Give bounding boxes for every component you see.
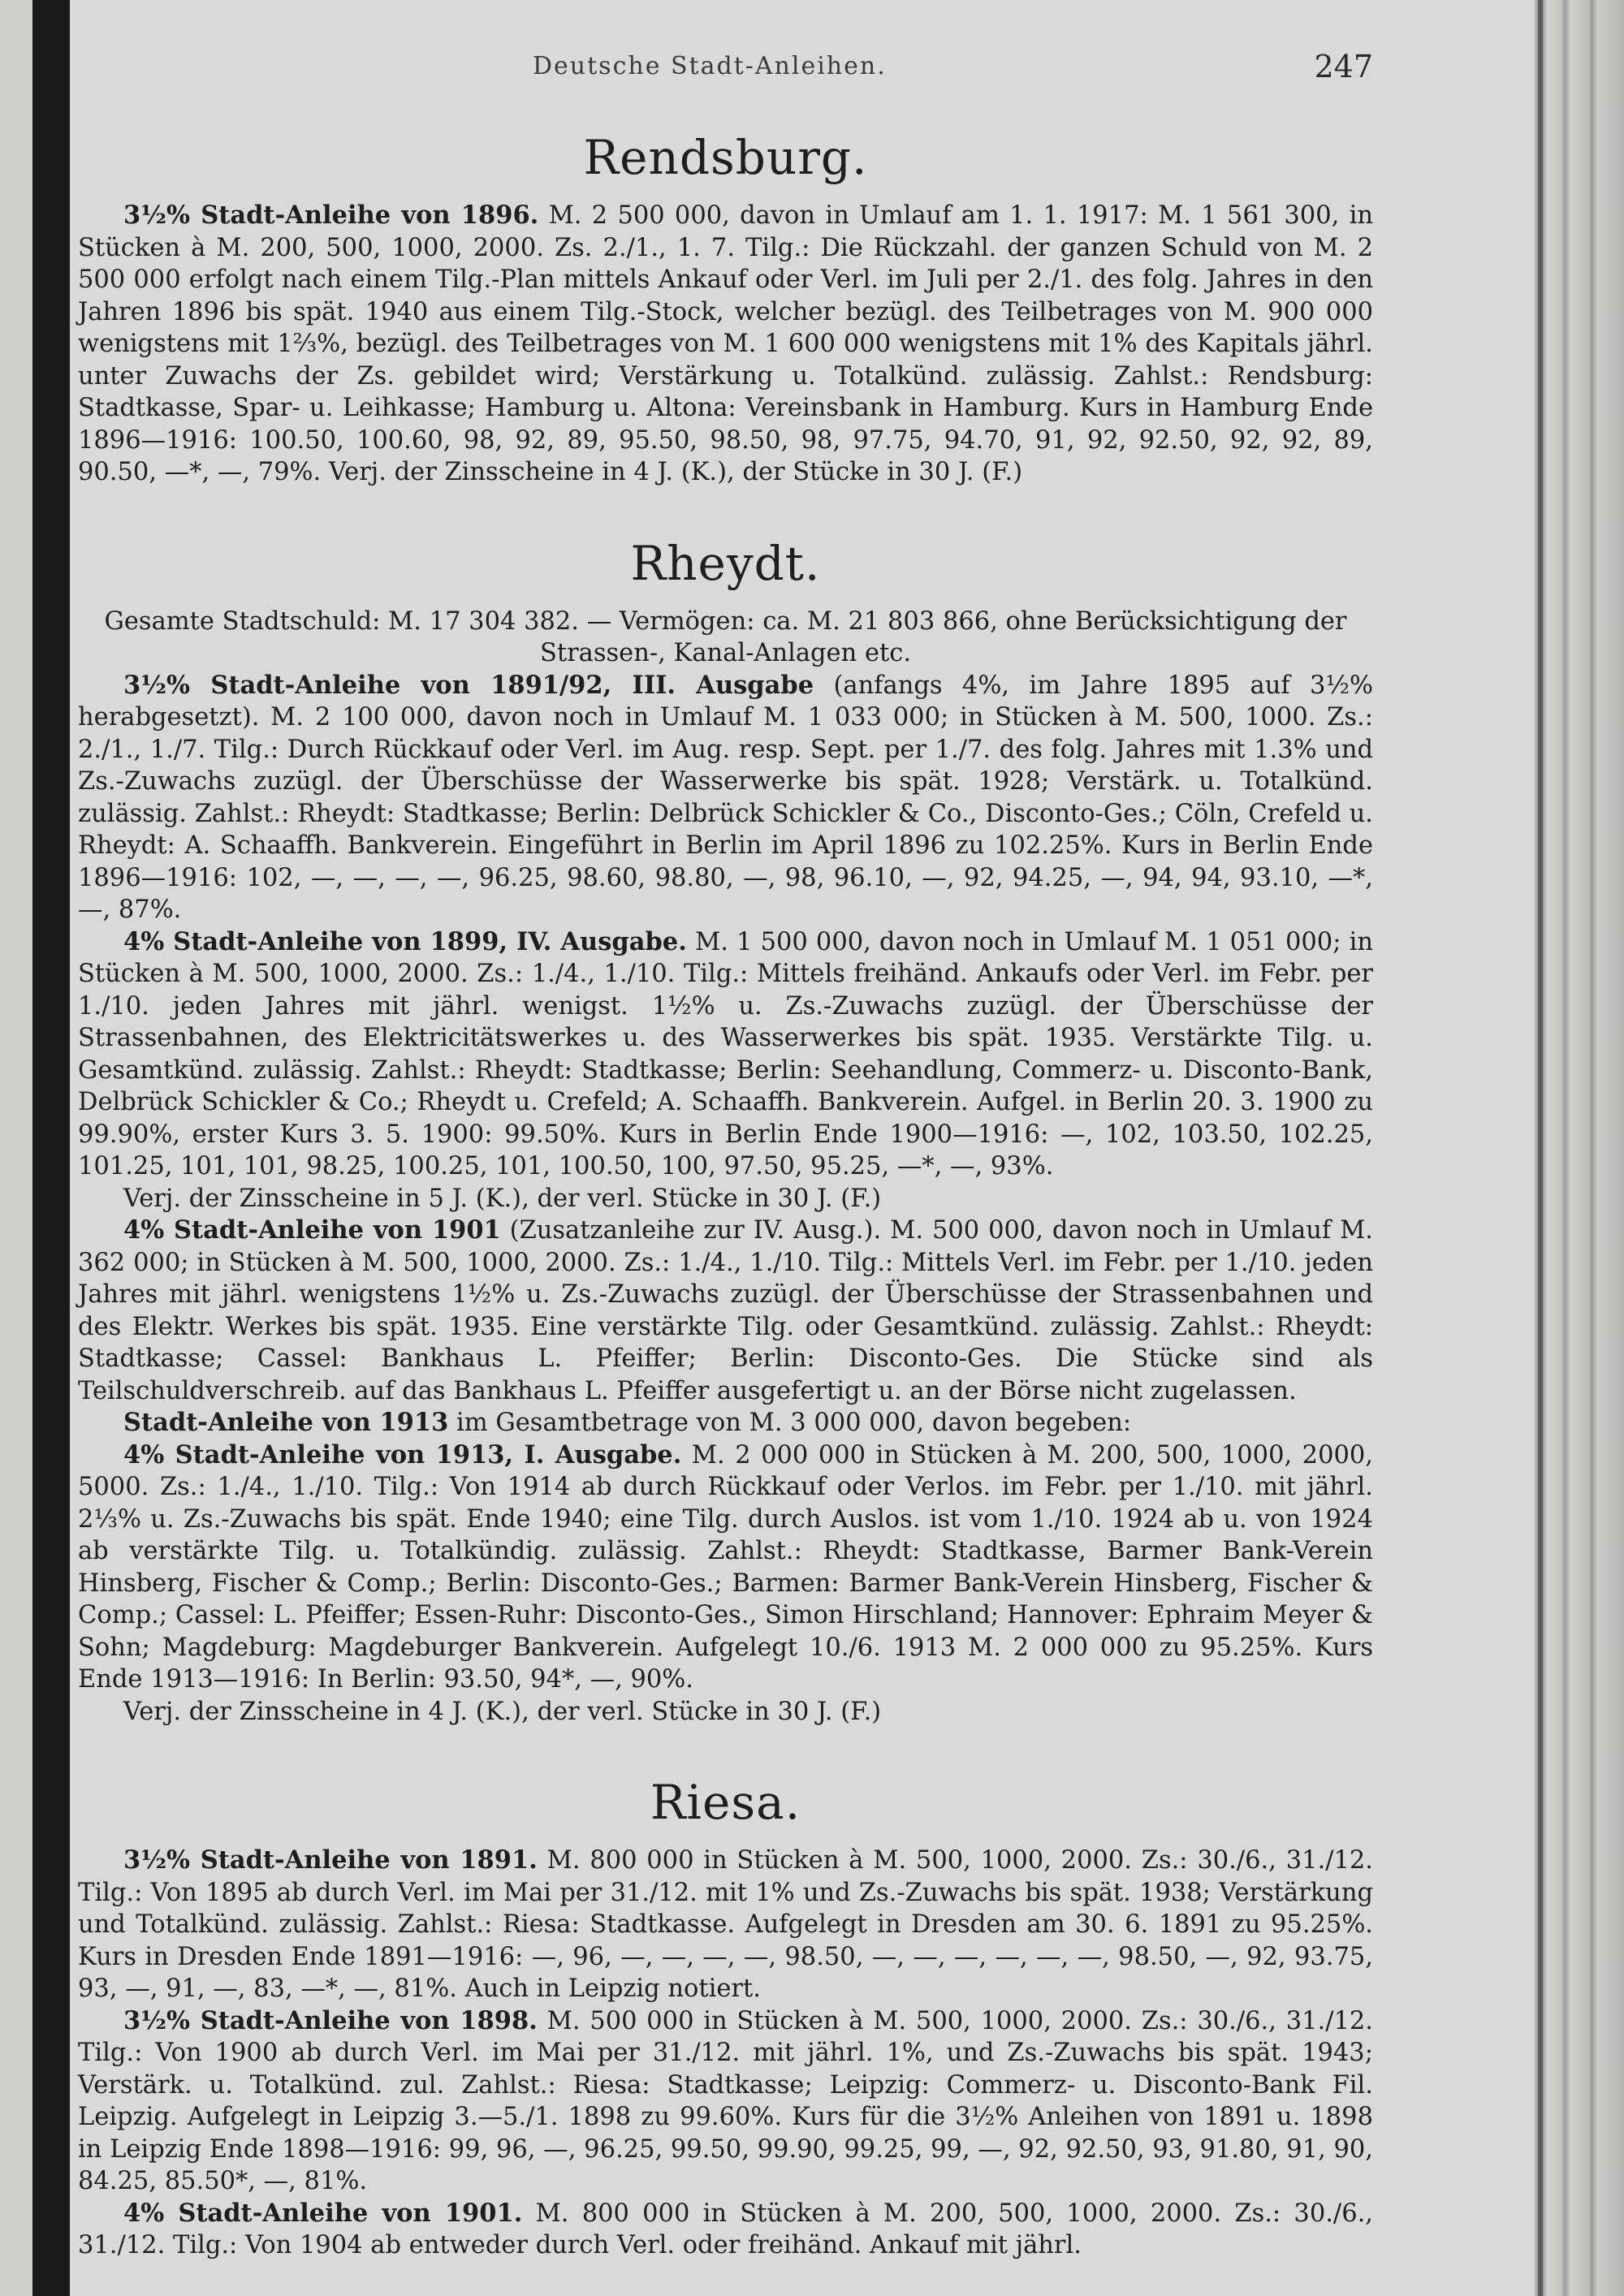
entry-text: (anfangs 4%, im Jahre 1895 auf 3½% herabgesetzt). M. 2 100 000, davon noch in Umlauf M. 1 033 000; in Stücken à M. 500, 1000. Zs.: 2./1., 1./7. Tilg.: Durch Rückkauf oder Verl. im Aug. resp. Sept. per 1./7. des folg. Jahres mit 1.3% und Zs.-Zuwachs zuzügl. der Überschüsse der Wasserwerke bis spät. 1928; Verstärk. u. Totalkünd. zulässig. Zahlst.: Rheydt: Stadtkasse; Berlin: Delbrück Schickler & Co., Disconto-Ges.; Cöln, Crefeld u. Rheydt: A. Schaaffh. Bankverein. Eingeführt in Berlin im April 1896 zu 102.25%. Kurs in Berlin Ende 1896—1916: 102, —, —, —, —, 96.25, 98.60, 98.80, —, 98, 96.10, —, 92, 94.25, —, 94, 94, 93.10, —*, —, 87%. — [78, 671, 1374, 924]
running-head — [78, 49, 1373, 97]
loan-title: 3½% Stadt-Anleihe von 1898. — [123, 2005, 538, 2035]
loan-title: 3½% Stadt-Anleihe von 1896. — [123, 201, 539, 230]
loan-entry — [78, 1439, 1373, 1696]
page-edges-right — [1535, 0, 1624, 2296]
loan-entry — [78, 670, 1373, 926]
running-title: Deutsche Stadt-Anleihen. — [533, 52, 887, 80]
book-gutter — [32, 0, 70, 2296]
loan-title: 4% Stadt-Anleihe von 1913, I. Ausgabe. — [123, 1439, 682, 1470]
city-section — [78, 536, 1373, 1728]
entry-text: M. 2 500 000, davon in Umlauf am 1. 1. 1917: M. 1 561 300, in Stücken à M. 200, 500, 1000, 2000. Zs. 2./1., 1. 7. Tilg.: Die Rückzahl. der ganzen Schuld von M. 2 500 000 erfolgt nach einem Tilg.-Plan mittels Ankauf oder Verl. im Juli per 2./1. des folg. Jahres in den Jahren 1896 bis spät. 1940 aus einem Tilg.-Stock, welcher bezügl. des Teilbetrages von M. 900 000 wenigstens mit 1⅔%, bezügl. des Teilbetrages von M. 1 600 000 wenigstens mit 1% des Kapitals jährl. unter Zuwachs der Zs. gebildet wird; Verstärkung u. Totalkünd. zulässig. Zahlst.: Rendsburg: Stadtkasse, Spar- u. Leihkasse; Hamburg u. Altona: Vereinsbank in Hamburg. Kurs in Hamburg Ende 1896—1916: 100.50, 100.60, 98, 92, 89, 95.50, 98.50, 98, 97.75, 94.70, 91, 92, 92.50, 92, 92, 89, 90.50, —*, —, 79%. Verj. der Zinsscheine in 4 J. (K.), der Stücke in 30 J. (F.) — [78, 201, 1373, 486]
city-section — [78, 1775, 1373, 2262]
entry-text: M. 800 000 in Stücken à M. 200, 500, 1000, 2000. Zs.: 30./6., 31./12. Tilg.: Von 1904 ab entweder durch Verl. oder freihänd. Ankauf mit jährl. — [78, 2199, 1373, 2259]
loan-entry — [78, 2198, 1373, 2262]
entry-text: M. 800 000 in Stücken à M. 500, 1000, 2000. Zs.: 30./6., 31./12. Tilg.: Von 1895 ab durch Verl. im Mai per 31./12. mit 1% und Zs.-Zuwachs bis spät. 1938; Verstärkung und Totalkünd. zulässig. Zahlst.: Riesa: Stadtkasse. Aufgelegt in Dresden am 30. 6. 1891 zu 95.25%. Kurs in Dresden Ende 1891—1916: —, 96, —, —, —, —, 98.50, —, —, —, —, —, —, 98.50, —, 92, 93.75, 93, —, 91, —, 83, —*, —, 81%. Auch in Leipzig notiert. — [78, 1846, 1373, 2003]
city-heading: Rheydt. — [630, 535, 821, 591]
entry-text: im Gesamtbetrage von M. 3 000 000, davon begeben: — [448, 1409, 1132, 1437]
loan-entry — [78, 1215, 1373, 1407]
loan-title: Stadt-Anleihe von 1913 — [123, 1408, 449, 1437]
loan-entry — [78, 926, 1373, 1183]
loan-title: 4% Stadt-Anleihe von 1901 — [123, 1215, 501, 1245]
loan-entry — [78, 1407, 1373, 1439]
entry-text: Gesamte Stadtschuld: M. 17 304 382. — Vermögen: ca. M. 21 803 866, ohne Berücksichtigung der Strassen-, Kanal-Anlagen etc. — [104, 606, 1347, 667]
document-page — [78, 49, 1373, 2273]
sections-container — [78, 130, 1373, 2262]
loan-title: 4% Stadt-Anleihe von 1899, IV. Ausgabe. — [123, 926, 687, 956]
note-line — [78, 606, 1373, 670]
loan-entry — [78, 1845, 1373, 2005]
note-line — [78, 1183, 1373, 1215]
left-margin-strip — [0, 0, 32, 2296]
entry-text: M. 1 500 000, davon noch in Umlauf M. 1 051 000; in Stücken à M. 500, 1000, 2000. Zs.: 1./4., 1./10. Tilg.: Mittels freihänd. Ankaufs oder Verl. im Febr. per 1./10. jeden Jahres mit jährl. wenigst. 1½% u. Zs.-Zuwachs zuzügl. der Überschüsse der Strassenbahnen, des Elektricitätswerkes u. des Wasserwerkes bis spät. 1935. Verstärkte Tilg. u. Gesamtkünd. zulässig. Zahlst.: Rheydt: Stadtkasse; Berlin: Seehandlung, Commerz- u. Disconto-Bank, Delbrück Schickler & Co.; Rheydt u. Crefeld; A. Schaaffh. Bankverein. Aufgel. in Berlin 20. 3. 1900 zu 99.90%, erster Kurs 3. 5. 1900: 99.50%. Kurs in Berlin Ende 1900—1916: —, 102, 103.50, 102.25, 101.25, 101, 101, 98.25, 100.25, 101, 100.50, 100, 97.50, 95.25, —*, —, 93%. — [78, 927, 1374, 1180]
entry-text: M. 500 000 in Stücken à M. 500, 1000, 2000. Zs.: 30./6., 31./12. Tilg.: Von 1900 ab durch Verl. im Mai per 31./12. mit jährl. 1%, und Zs.-Zuwachs bis spät. 1943; Verstärk. u. Totalkünd. zul. Zahlst.: Riesa: Stadtkasse; Leipzig: Commerz- u. Disconto-Bank Fil. Leipzig. Aufgelegt in Leipzig 3.—5./1. 1898 zu 99.60%. Kurs für die 3½% Anleihen von 1891 u. 1898 in Leipzig Ende 1898—1916: 99, 96, —, 96.25, 99.50, 99.90, 99.25, 99, —, 92, 92.50, 93, 91.80, 91, 90, 84.25, 85.50*, —, 81%. — [78, 2006, 1373, 2195]
binding-line — [1538, 0, 1543, 2296]
entry-text: Verj. der Zinsscheine in 5 J. (K.), der verl. Stücke in 30 J. (F.) — [123, 1184, 882, 1213]
loan-title: 4% Stadt-Anleihe von 1901. — [123, 2198, 523, 2228]
loan-entry — [78, 2005, 1373, 2198]
note-line — [78, 1696, 1373, 1728]
loan-entry — [78, 200, 1373, 489]
city-section — [78, 130, 1373, 489]
entry-text: M. 2 000 000 in Stücken à M. 200, 500, 1000, 2000, 5000. Zs.: 1./4., 1./10. Tilg.: Von 1914 ab durch Rückkauf oder Verlos. im Febr. per 1./10. mit jährl. 2⅓% u. Zs.-Zuwachs bis spät. Ende 1940; eine Tilg. durch Auslos. ist vom 1./10. 1924 ab u. von 1924 ab verstärkte Tilg. u. Totalkündig. zulässig. Zahlst.: Rheydt: Stadtkasse, Barmer Bank-Verein Hinsberg, Fischer & Comp.; Berlin: Disconto-Ges.; Barmen: Barmer Bank-Verein Hinsberg, Fischer & Comp.; Cassel: L. Pfeiffer; Essen-Ruhr: Disconto-Ges., Simon Hirschland; Hannover: Ephraim Meyer & Sohn; Magdeburg: Magdeburger Bankverein. Aufgelegt 10./6. 1913 M. 2 000 000 zu 95.25%. Kurs Ende 1913—1916: In Berlin: 93.50, 94*, —, 90%. — [78, 1440, 1373, 1694]
city-heading: Rendsburg. — [583, 130, 868, 185]
loan-title: 3½% Stadt-Anleihe von 1891. — [123, 1845, 538, 1875]
city-heading: Riesa. — [650, 1775, 801, 1830]
entry-text: Verj. der Zinsscheine in 4 J. (K.), der verl. Stücke in 30 J. (F.) — [123, 1697, 882, 1726]
page-number: 247 — [1314, 49, 1373, 84]
entry-text: (Zusatzanleihe zur IV. Ausg.). M. 500 000, davon noch in Umlauf M. 362 000; in Stücken à M. 500, 1000, 2000. Zs.: 1./4., 1./10. Tilg.: Mittels Verl. im Febr. per 1./10. jeden Jahres mit jährl. wenigstens 1½% u. Zs.-Zuwachs zuzügl. der Überschüsse der Strassenbahnen und des Elektr. Werkes bis spät. 1935. Eine verstärkte Tilg. oder Gesamtkünd. zulässig. Zahlst.: Rheydt: Stadtkasse; Cassel: Bankhaus L. Pfeiffer; Berlin: Disconto-Ges. Die Stücke sind als Teilschuldverschreib. auf das Bankhaus L. Pfeiffer ausgefertigt u. an der Börse nicht zugelassen. — [78, 1216, 1373, 1405]
loan-title: 3½% Stadt-Anleihe von 1891/92, III. Ausgabe — [123, 670, 814, 700]
